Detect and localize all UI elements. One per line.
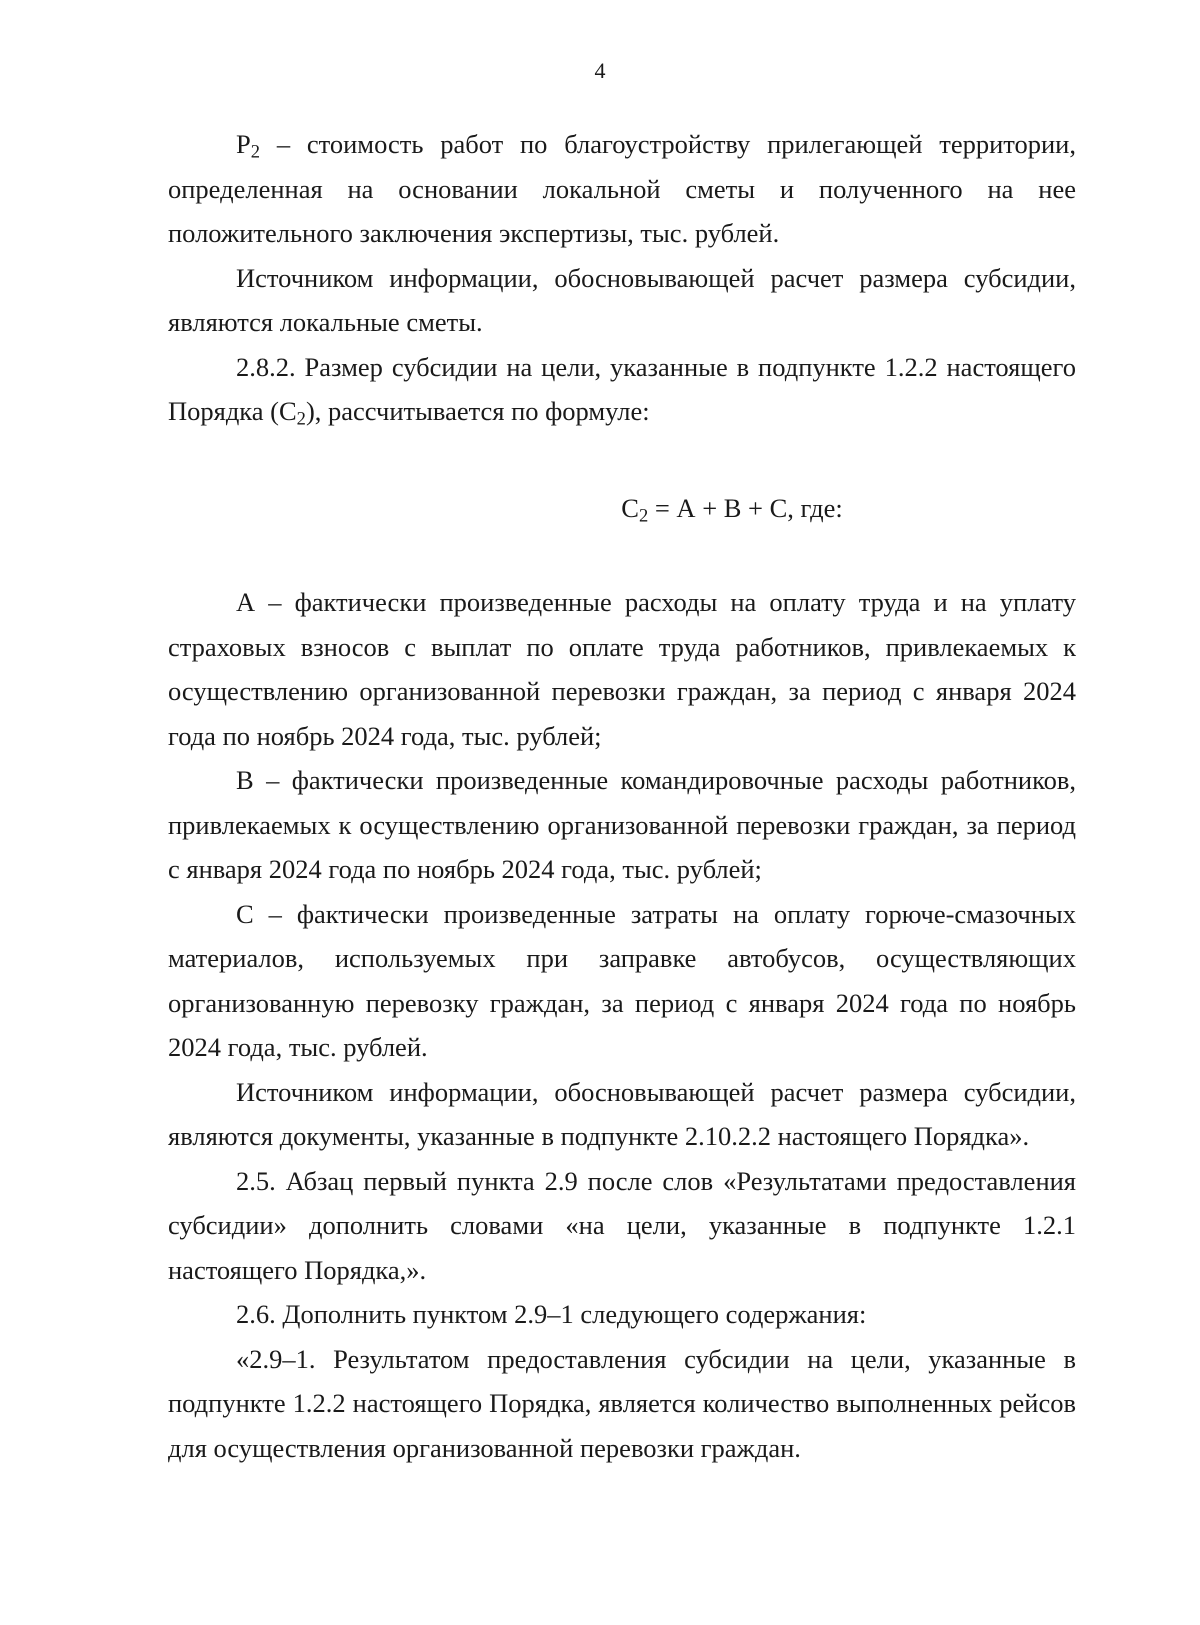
paragraph-2-8-2: 2.8.2. Размер субсидии на цели, указанные в подпункте 1.2.2 настоящего Порядка $(С_2)$, рассчитывается по формуле:	[168, 351, 1076, 430]
paragraph-2-9-1: «2.9–1. Результатом предоставления субсидии на цели, указанные в подпункте 1.2.2 настоящего Порядка, является количество выполненных рейсов для осуществления организованной перевозки граждан.	[168, 1343, 1076, 1463]
paragraph-source-estimates: Источником информации, обосновывающей расчет размера субсидии, являются локальные сметы.	[168, 262, 1076, 337]
paragraph-source-documents: Источником информации, обосновывающей расчет размера субсидии, являются документы, указанные в подпункте 2.10.2.2 настоящего Порядка».	[168, 1076, 1076, 1151]
paragraph-2-6: 2.6. Дополнить пунктом 2.9–1 следующего содержания:	[236, 1299, 867, 1329]
page-number: 4	[594, 58, 606, 83]
document-body	[168, 122, 1076, 1470]
formula-c2: $С_2 = А + В + С$, где:	[621, 492, 843, 527]
paragraph-p2-definition: $P_2$ – стоимость работ по благоустройству прилегающей территории, определенная на основании локальной сметы и полученного на нее положительного заключения экспертизы, тыс. рублей.	[168, 129, 1076, 248]
paragraph-b-definition: В – фактически произведенные командировочные расходы работников, привлекаемых к осуществлению организованной перевозки граждан, за период с января 2024 года по ноябрь 2024 года, тыс. рублей;	[168, 765, 1076, 884]
paragraph-c-definition: С – фактически произведенные затраты на оплату горюче-смазочных материалов, используемых при заправке автобусов, осуществляющих организованную перевозку граждан, за период с января 2024 года по ноябрь 2024 года, тыс. рублей.	[168, 898, 1076, 1062]
paragraph-2-5: 2.5. Абзац первый пункта 2.9 после слов «Результатами предоставления субсидии» дополнить словами «на цели, указанные в подпункте 1.2.1 настоящего Порядка,».	[168, 1165, 1076, 1285]
paragraph-a-definition: А – фактически произведенные расходы на оплату труда и на уплату страховых взносов с выплат по оплате труда работников, привлекаемых к осуществлению организованной перевозки граждан, за период с января 2024 года по ноябрь 2024 года, тыс. рублей;	[168, 587, 1076, 751]
